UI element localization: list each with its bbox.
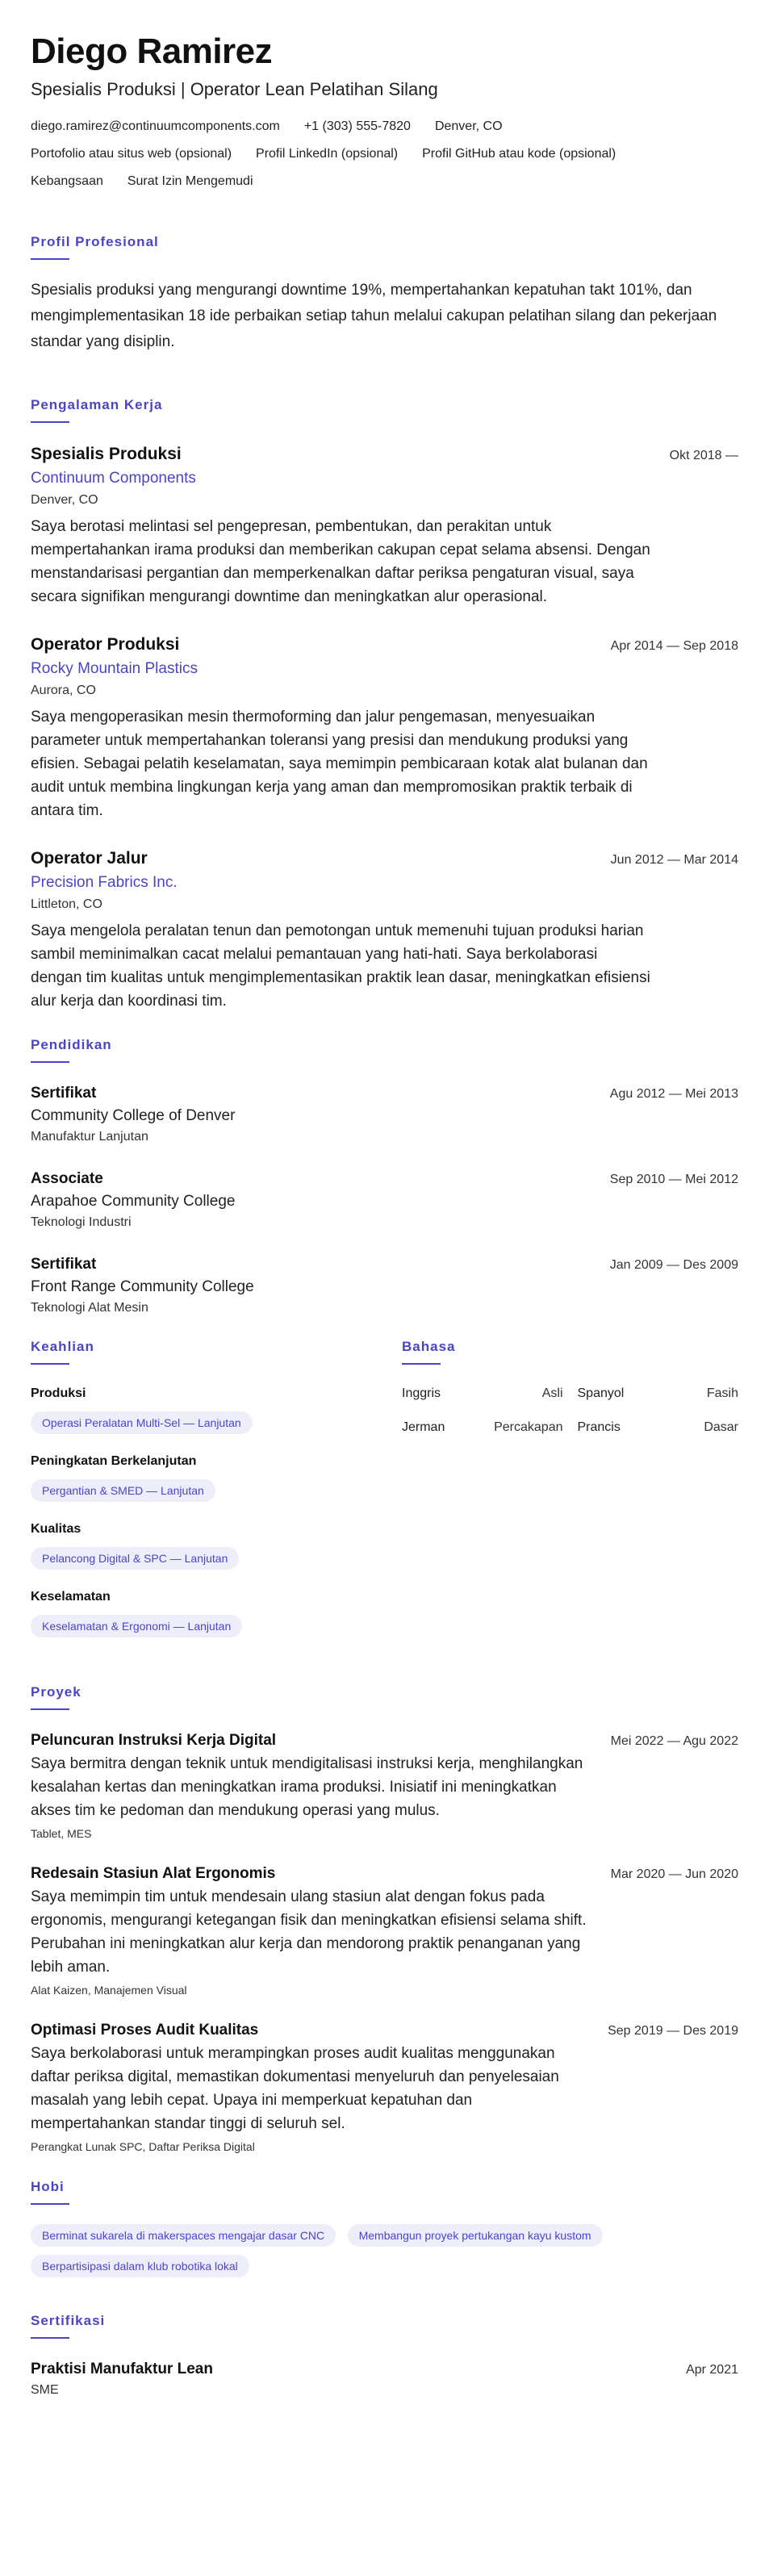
skill-tag: Pergantian & SMED — Lanjutan xyxy=(31,1479,215,1502)
degree: Sertifikat xyxy=(31,1085,97,1102)
degree: Associate xyxy=(31,1170,103,1187)
project-entry xyxy=(31,1729,738,1842)
language-item xyxy=(402,1384,563,1403)
contact-info xyxy=(31,113,738,140)
drivers-license: Surat Izin Mengemudi xyxy=(127,174,253,188)
certification-issuer: SME xyxy=(31,2383,59,2397)
section-divider xyxy=(31,1363,69,1365)
project-entry xyxy=(31,1863,738,1998)
experience-section-title: Pengalaman Kerja xyxy=(31,397,163,412)
project-description: Saya berkolaborasi untuk merampingkan proses audit kualitas menggunakan daftar periksa digital, memastikan dokumentasi menyeluruh dan penyelesaian masalah yang lebih cepat. Upaya ini memperkuat kepatuhan dan mempertahankan standar tinggi di seluruh sel. xyxy=(31,2045,559,2132)
hobby-tag: Berpartisipasi dalam klub robotika lokal xyxy=(31,2255,249,2277)
linkedin-link[interactable]: Profil LinkedIn (opsional) xyxy=(256,147,399,161)
language-level: Asli xyxy=(541,1386,563,1400)
field-of-study: Teknologi Alat Mesin xyxy=(31,1301,148,1315)
profile-links xyxy=(31,140,738,168)
company-name: Continuum Components xyxy=(31,470,196,487)
github-link[interactable]: Profil GitHub atau kode (opsional) xyxy=(422,147,616,161)
education-entry xyxy=(31,1168,738,1232)
project-tools: Perangkat Lunak SPC, Daftar Periksa Digital xyxy=(31,2140,255,2153)
certification-date: Apr 2021 xyxy=(686,2363,738,2377)
language-list xyxy=(402,1384,738,1437)
language-level: Percakapan xyxy=(494,1420,563,1434)
job-dates: Apr 2014 — Sep 2018 xyxy=(610,639,738,653)
project-title: Optimasi Proses Audit Kualitas xyxy=(31,2022,259,2039)
hobbies-section-title: Hobi xyxy=(31,2179,65,2194)
education-dates: Sep 2010 — Mei 2012 xyxy=(609,1173,738,1186)
school-name: Community College of Denver xyxy=(31,1107,236,1124)
email[interactable]: diego.ramirez@continuumcomponents.com xyxy=(31,119,280,133)
education-entry xyxy=(31,1082,738,1147)
profile-summary: Spesialis produksi yang mengurangi downtime 19%, mempertahankan kepatuhan takt 101%, dan mengimplementasikan 18 ide perbaikan setiap tahun melalui cakupan pelatihan silang dan pekerjaan standar yang disiplin. xyxy=(31,282,717,350)
project-tools: Tablet, MES xyxy=(31,1827,92,1840)
job-title: Operator Produksi xyxy=(31,635,180,654)
phone[interactable]: +1 (303) 555-7820 xyxy=(303,119,411,133)
skill-tag: Keselamatan & Ergonomi — Lanjutan xyxy=(31,1615,242,1637)
project-title: Peluncuran Instruksi Kerja Digital xyxy=(31,1732,277,1749)
skill-category: Kualitas xyxy=(31,1522,81,1536)
experience-entry xyxy=(31,442,738,608)
field-of-study: Manufaktur Lanjutan xyxy=(31,1130,148,1144)
profile-section-title: Profil Profesional xyxy=(31,234,159,249)
job-description: Saya berotasi melintasi sel pengepresan, pembentukan, dan perakitan untuk mempertahankan irama produksi dan memberikan cakupan cepat selama absensi. Dengan menstandarisasi pergantian dan memperkenalkan daftar periksa pengaturan visual, saya secara signifikan mengurangi downtime dan meningkatkan alur operasional. xyxy=(31,518,650,605)
skill-group xyxy=(31,1452,402,1502)
job-title: Operator Jalur xyxy=(31,849,148,868)
education-dates: Agu 2012 — Mei 2013 xyxy=(609,1087,738,1101)
name: Diego Ramirez xyxy=(31,31,273,71)
skills-languages-row xyxy=(31,1339,738,1655)
job-location: Littleton, CO xyxy=(31,897,102,911)
language-name: Jerman xyxy=(402,1420,445,1434)
language-level: Dasar xyxy=(704,1420,738,1434)
school-name: Arapahoe Community College xyxy=(31,1193,236,1210)
job-description: Saya mengoperasikan mesin thermoforming dan jalur pengemasan, menyesuaikan parameter untuk mempertahankan toleransi yang presisi dan mendukung produksi yang efisien. Sebagai pelatih keselamatan, saya memimpin pembicaraan kotak alat bulanan dan audit untuk membina lingkungan kerja yang aman dan mempromosikan praktik terbaik di antara tim. xyxy=(31,709,648,819)
job-location: Aurora, CO xyxy=(31,684,96,697)
skills-section-title: Keahlian xyxy=(31,1339,94,1354)
hobby-list xyxy=(31,2216,741,2277)
job-dates: Okt 2018 — xyxy=(669,449,738,462)
section-divider xyxy=(31,421,69,423)
section-divider xyxy=(31,1708,69,1710)
project-dates: Mei 2022 — Agu 2022 xyxy=(610,1734,738,1748)
language-item xyxy=(402,1418,563,1437)
job-location: Denver, CO xyxy=(31,493,98,507)
experience-entry xyxy=(31,633,738,822)
nationality: Kebangsaan xyxy=(31,174,103,188)
skill-group xyxy=(31,1520,402,1570)
section-divider xyxy=(31,1061,69,1063)
section-divider xyxy=(31,2337,69,2339)
job-dates: Jun 2012 — Mar 2014 xyxy=(610,853,738,867)
skill-category: Peningkatan Berkelanjutan xyxy=(31,1454,197,1468)
hobby-tag: Membangun proyek pertukangan kayu kustom xyxy=(348,2224,603,2247)
education-dates: Jan 2009 — Des 2009 xyxy=(609,1258,738,1272)
skill-tag: Operasi Peralatan Multi-Sel — Lanjutan xyxy=(31,1411,253,1434)
skill-category: Keselamatan xyxy=(31,1590,111,1604)
job-title: Spesialis Produksi xyxy=(31,445,182,463)
languages-section-title: Bahasa xyxy=(402,1339,456,1354)
headline: Spesialis Produksi | Operator Lean Pelatihan Silang xyxy=(31,79,438,99)
language-name: Prancis xyxy=(577,1420,621,1434)
language-level: Fasih xyxy=(706,1386,738,1400)
degree: Sertifikat xyxy=(31,1256,97,1273)
languages-column xyxy=(402,1339,738,1655)
language-name: Inggris xyxy=(402,1386,441,1400)
portfolio-link[interactable]: Portofolio atau situs web (opsional) xyxy=(31,147,232,161)
section-divider xyxy=(31,2203,69,2205)
section-divider xyxy=(402,1363,441,1365)
project-title: Redesain Stasiun Alat Ergonomis xyxy=(31,1865,276,1882)
field-of-study: Teknologi Industri xyxy=(31,1215,132,1229)
project-description: Saya bermitra dengan teknik untuk mendigitalisasi instruksi kerja, menghilangkan kesalahan kertas dan meningkatkan irama produksi. Inisiatif ini meningkatkan akses tim ke pedoman dan mendukung operasi yang mulus. xyxy=(31,1755,583,1819)
skills-column xyxy=(31,1339,402,1655)
company-name: Rocky Mountain Plastics xyxy=(31,660,198,677)
skill-group xyxy=(31,1384,402,1434)
education-entry xyxy=(31,1253,738,1318)
experience-entry xyxy=(31,847,738,1013)
skill-group xyxy=(31,1587,402,1637)
project-entry xyxy=(31,2019,738,2155)
extra-info xyxy=(31,168,738,195)
company-name: Precision Fabrics Inc. xyxy=(31,874,178,891)
certifications-section-title: Sertifikasi xyxy=(31,2313,106,2328)
certification-entry xyxy=(31,2358,738,2400)
location: Denver, CO xyxy=(434,119,503,133)
projects-section-title: Proyek xyxy=(31,1684,81,1700)
job-description: Saya mengelola peralatan tenun dan pemotongan untuk memenuhi tujuan produksi harian sambil meminimalkan cacat melalui pemantauan yang hati-hati. Saya berkolaborasi dengan tim kualitas untuk mengimplementasikan praktik lean dasar, meningkatkan efisiensi alur kerja dan koordinasi tim. xyxy=(31,922,650,1010)
project-dates: Sep 2019 — Des 2019 xyxy=(608,2024,738,2038)
language-name: Spanyol xyxy=(577,1386,625,1400)
project-dates: Mar 2020 — Jun 2020 xyxy=(610,1867,738,1881)
certification-name: Praktisi Manufaktur Lean xyxy=(31,2361,213,2377)
school-name: Front Range Community College xyxy=(31,1278,254,1295)
skill-tag: Pelancong Digital & SPC — Lanjutan xyxy=(31,1547,239,1570)
language-item xyxy=(578,1418,739,1437)
education-section-title: Pendidikan xyxy=(31,1037,112,1052)
project-tools: Alat Kaizen, Manajemen Visual xyxy=(31,1984,187,1997)
language-item xyxy=(578,1384,739,1403)
project-description: Saya memimpin tim untuk mendesain ulang stasiun alat dengan fokus pada ergonomis, mengurangi ketegangan fisik dan meningkatkan efisiensi selama shift. Perubahan ini meningkatkan alur kerja dan mendorong praktik penanganan yang lebih aman. xyxy=(31,1888,587,1976)
hobby-tag: Berminat sukarela di makerspaces mengajar dasar CNC xyxy=(31,2224,336,2247)
section-divider xyxy=(31,258,69,260)
skill-category: Produksi xyxy=(31,1386,86,1400)
